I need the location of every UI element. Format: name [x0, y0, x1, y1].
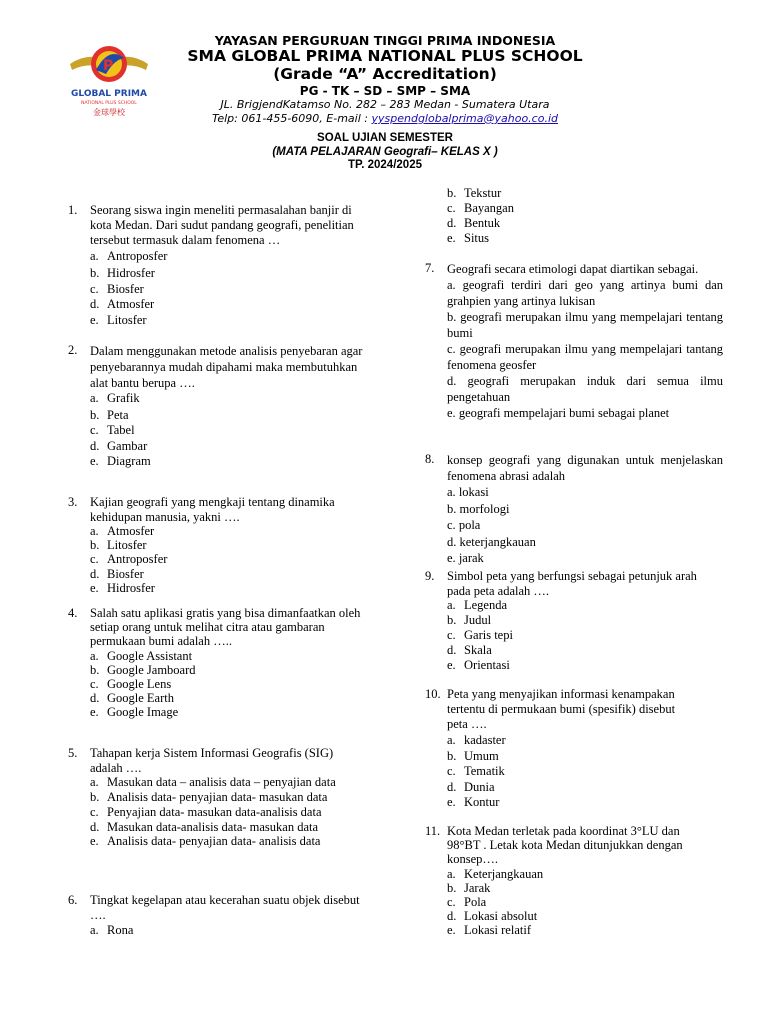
exam-subject: (MATA PELAJARAN Geografi– KELAS X ) [272, 145, 498, 158]
school-levels: PG - TK – SD – SMP – SMA [299, 84, 471, 98]
question-9 [425, 569, 723, 673]
answer-option[interactable]: c. Bayangan [447, 201, 514, 215]
school-name: SMA GLOBAL PRIMA NATIONAL PLUS SCHOOL [187, 47, 583, 65]
question-stem: konsep geografi yang digunakan untuk menjelaskan fenomena abrasi adalah [447, 453, 723, 483]
answer-option[interactable]: c. Biosfer [90, 281, 144, 296]
answer-option[interactable]: c. Penyajian data- masukan data-analisis data [90, 805, 322, 820]
logo-subtext: NATIONAL PLUS SCHOOL [81, 101, 137, 106]
answer-option[interactable]: e. jarak [447, 551, 484, 565]
answer-option[interactable]: e. Diagram [90, 454, 151, 468]
question-number: 10. [425, 687, 441, 701]
question-stem: Peta yang menyajikan informasi kenampakan tertentu di permukaan bumi (spesifik) disebut peta …. [447, 687, 676, 731]
question-7 [425, 261, 723, 421]
answer-option[interactable]: e. Analisis data- penyajian data- analisis data [90, 833, 321, 848]
answer-option[interactable]: e. Hidrosfer [90, 580, 155, 595]
answer-option[interactable]: a. Google Assistant [90, 648, 193, 663]
question-3 [68, 495, 368, 595]
answer-option[interactable]: b. Umum [447, 749, 499, 763]
answer-option[interactable]: a. Antroposfer [90, 249, 168, 263]
exam-title-block [150, 132, 620, 173]
question-number: 7. [425, 261, 435, 275]
answer-option[interactable]: d. keterjangkauan [447, 534, 536, 549]
question-number: 1. [68, 203, 78, 217]
contact-phone: Telp: 061-455-6090, E-mail : [212, 112, 372, 125]
foundation-name: YAYASAN PERGURUAN TINGGI PRIMA INDONESIA [214, 33, 556, 48]
answer-option[interactable]: b. morfologi [447, 501, 510, 516]
question-stem: Kajian geografi yang mengkaji tentang dinamika kehidupan manusia, yakni …. [90, 495, 335, 524]
answer-option[interactable]: d. Dunia [447, 779, 495, 794]
answer-option[interactable]: e. geografi mempelajari bumi sebagai planet [447, 406, 670, 420]
answer-option[interactable]: d. Masukan data-analisis data- masukan data [90, 819, 319, 834]
answer-option[interactable]: e. Kontur [447, 795, 500, 809]
letterhead [150, 34, 620, 125]
answer-option[interactable]: a. Keterjangkauan [447, 866, 544, 881]
answer-option[interactable]: a. geografi terdiri dari geo yang artinya bumi dan grahpien yang artinya lukisan [447, 278, 724, 308]
answer-option[interactable]: b. Jarak [447, 880, 491, 895]
exam-title: SOAL UJIAN SEMESTER [317, 132, 453, 144]
answer-option[interactable]: b. Google Jamboard [90, 662, 196, 677]
question-11 [425, 824, 723, 938]
answer-option[interactable]: a. Atmosfer [90, 524, 155, 538]
question-stem: Kota Medan terletak pada koordinat 3°LU dan 98°BT . Letak kota Medan ditunjukkan dengan konsep…. [447, 824, 683, 867]
question-6-continued [425, 186, 723, 246]
question-number: 3. [68, 495, 78, 509]
answer-option[interactable]: c. Tematik [447, 764, 505, 778]
question-number: 2. [68, 343, 78, 357]
question-5 [68, 746, 368, 848]
question-stem: Geografi secara etimologi dapat diartikan sebagai. [447, 262, 699, 276]
question-number: 5. [68, 746, 78, 760]
address: JL. BrigjendKatamso No. 282 – 283 Medan - Sumatera Utara [220, 98, 550, 111]
school-logo [66, 40, 152, 120]
answer-option[interactable]: c. Google Lens [90, 677, 172, 692]
answer-option[interactable]: b. Hidrosfer [90, 265, 155, 280]
question-number: 9. [425, 569, 435, 583]
answer-option[interactable]: e. Litosfer [90, 312, 147, 327]
answer-option[interactable]: c. Garis tepi [447, 628, 513, 642]
logo-chinese-text: 金球學校 [93, 108, 125, 117]
contact-line [150, 112, 620, 125]
answer-option[interactable]: d. Lokasi absolut [447, 909, 538, 924]
email-link[interactable]: yyspendglobalprima@yahoo.co.id [371, 112, 558, 125]
question-stem: Seorang siswa ingin meneliti permasalahan banjir di kota Medan. Dari sudut pandang geografi, penelitian tersebut termasuk dalam fenomena … [90, 203, 354, 247]
answer-option[interactable]: d. geografi merupakan induk dari semua ilmu pengetahuan [447, 374, 724, 404]
question-number: 8. [425, 452, 435, 466]
answer-option[interactable]: b. Tekstur [447, 186, 502, 200]
answer-option[interactable]: c. Pola [447, 895, 487, 910]
school-crest-icon [66, 40, 152, 120]
answer-option[interactable]: d. Atmosfer [90, 297, 155, 311]
answer-option[interactable]: a. Grafik [90, 391, 140, 405]
answer-option[interactable]: c. Tabel [90, 423, 135, 437]
question-number: 6. [68, 893, 78, 907]
question-4 [68, 606, 368, 720]
answer-option[interactable]: b. Analisis data- penyajian data- masukan data [90, 790, 328, 805]
question-8 [425, 452, 723, 567]
answer-option[interactable]: c. pola [447, 518, 481, 532]
answer-option[interactable]: e. Orientasi [447, 658, 510, 672]
question-stem: Salah satu aplikasi gratis yang bisa dimanfaatkan oleh setiap orang untuk melihat citra atau gambaran permukaan bumi adalah ….. [90, 606, 361, 649]
answer-option[interactable]: c. Antroposfer [90, 552, 168, 567]
question-1 [68, 203, 368, 328]
answer-option[interactable]: d. Google Earth [90, 691, 174, 706]
svg-text:P: P [103, 58, 114, 74]
answer-option[interactable]: d. Bentuk [447, 216, 501, 230]
answer-option[interactable]: e. Lokasi relatif [447, 923, 531, 938]
question-6 [68, 893, 368, 938]
question-10 [425, 687, 723, 811]
answer-option[interactable]: b. geografi merupakan ilmu yang mempelajari tentang bumi [447, 310, 723, 340]
answer-option[interactable]: d. Biosfer [90, 566, 144, 581]
answer-option[interactable]: a. Legenda [447, 598, 508, 612]
question-stem: Simbol peta yang berfungsi sebagai petunjuk arah pada peta adalah …. [447, 569, 697, 598]
logo-text: GLOBAL PRIMA [71, 89, 147, 99]
answer-option[interactable]: a. Rona [90, 923, 134, 937]
exam-year: TP. 2024/2025 [348, 159, 422, 171]
answer-option[interactable]: d. Gambar [90, 438, 148, 453]
question-number: 11. [425, 824, 441, 838]
question-stem: Tahapan kerja Sistem Informasi Geografis (SIG) adalah …. [90, 746, 334, 775]
question-2 [68, 343, 368, 469]
answer-option[interactable]: a. kadaster [447, 733, 506, 747]
question-number: 4. [68, 606, 78, 620]
answer-option[interactable]: e. Situs [447, 231, 490, 245]
answer-option[interactable]: b. Peta [90, 407, 129, 422]
answer-option[interactable]: d. Skala [447, 643, 492, 657]
answer-option[interactable]: a. lokasi [447, 485, 489, 499]
answer-option[interactable]: b. Litosfer [90, 538, 147, 553]
question-stem: Tingkat kegelapan atau kecerahan suatu objek disebut …. [90, 893, 360, 922]
answer-option[interactable]: a. Masukan data – analisis data – penyajian data [90, 775, 336, 789]
question-stem: Dalam menggunakan metode analisis penyebaran agar penyebarannya mudah dipahami maka membutuhkan alat bantu berupa …. [90, 344, 363, 390]
answer-option[interactable]: c. geografi merupakan ilmu yang mempelajari tantang fenomena geosfer [447, 342, 724, 372]
answer-option[interactable]: b. Judul [447, 613, 492, 627]
accreditation: (Grade “A” Accreditation) [273, 65, 497, 83]
answer-option[interactable]: e. Google Image [90, 705, 179, 720]
